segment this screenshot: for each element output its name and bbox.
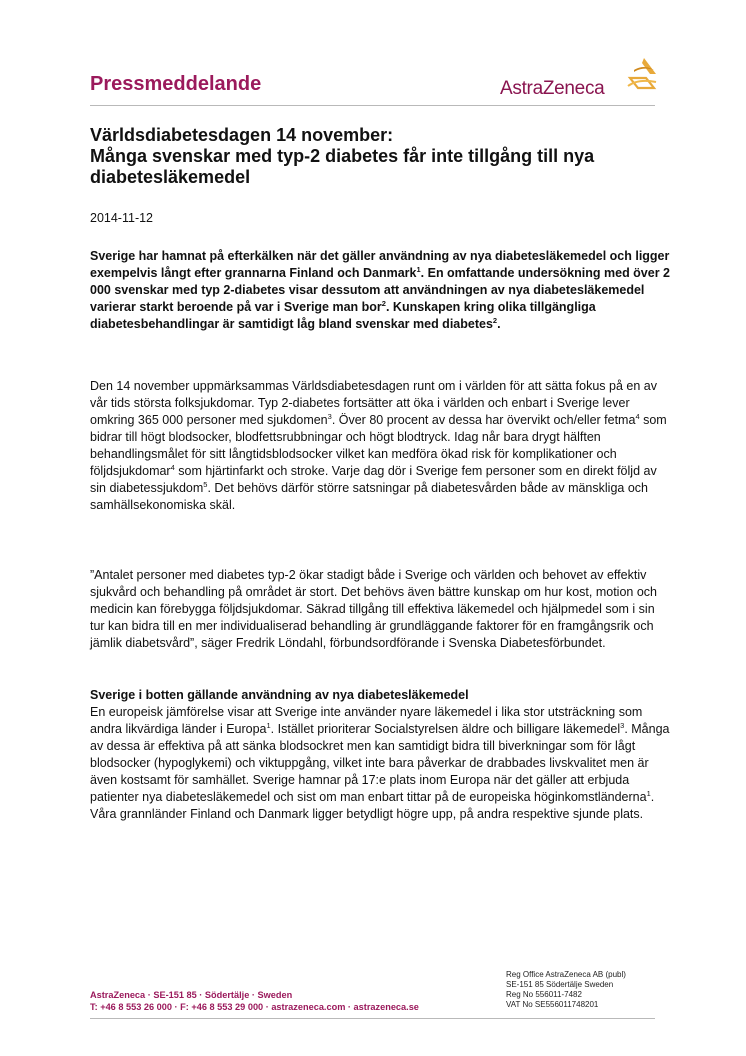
footer-address: AstraZeneca · SE-151 85 · Södertälje · Sweden [90,990,293,1000]
footnote-ref: 2 [381,298,386,308]
body-text: . Våra grannländer Finland och Danmark ligger betydligt högre upp, på andra respektive sjunde plats. [90,790,655,821]
reg-address: SE-151 85 Södertälje Sweden [506,980,614,989]
publish-date: 2014-11-12 [90,211,154,225]
quote-paragraph: ”Antalet personer med diabetes typ-2 ökar stadigt både i Sverige och världen och behovet av effektiv sjukvård och behandling på området är stort. Det behövs även bättre kunskap om hur kost, motion och medicin kan förebygga följdsjukdomar. Säkrad tillgång till effektiva läkemedel och hjälpmedel som i sin tur kan bidra till en mer individualiserad behandling är grundläggande faktorer för en framgångsrik och jämlik diabetsvård”, säger Fredrik Löndahl, förbundsordförande i Svenska Diabetesförbundet. [90,568,657,650]
title-line-1: Världsdiabetesdagen 14 november: [90,125,394,145]
body-paragraph-1 [90,378,670,514]
footer-registration [506,970,626,1010]
body-text: Den 14 november uppmärksammas Världsdiabetesdagen runt om i världen för att sätta fokus på en av vår tids största folksjukdomar. Typ 2-diabetes fortsätter att öka i världen och enbart i Sverige lever omkring 365 000 personer med sjukdomen [90,379,657,427]
footnote-ref: 4 [170,462,175,472]
press-release-label: Pressmeddelande [90,73,262,95]
footer-phone-web: T: +46 8 553 26 000 · F: +46 8 553 29 000 · astrazeneca.com · astrazeneca.se [90,1002,419,1012]
lead-text: Sverige har hamnat på efterkälken när det gäller användning av nya diabetesläkemedel och ligger exempelvis långt efter grannarna Finland och Danmark [90,249,670,280]
header-divider [90,105,655,106]
footnote-ref: 2 [492,315,498,325]
body-text: . Över 80 procent av dessa har övervikt och/eller fetma [331,413,636,427]
title-line-2: Många svenskar med typ-2 diabetes får inte tillgång till nya diabetesläkemedel [90,146,595,187]
footnote-ref: 3 [620,720,625,730]
body-text: som bidrar till högt blodsocker, blodfettsrubbningar och högt blodtryck. Idag når bara drygt hälften behandlingsmålet för sitt långtidsblodsocker vilket kan medföra ökad risk för komplikationer och följdsjukdomar [90,413,667,478]
footnote-ref: 3 [327,411,332,421]
body-text: En europeisk jämförelse visar att Sverige inte använder nyare läkemedel i lika stor utsträckning som andra likvärdiga länder i Europa [90,705,643,736]
lead-text: . Kunskapen kring olika tillgängliga diabetesbehandlingar är samtidigt låg bland svenskar med diabetes [90,300,596,331]
logo-text: AstraZeneca [500,78,605,99]
footnote-ref: 5 [203,479,208,489]
footnote-ref: 1 [646,788,651,798]
logo-mark-icon [624,56,660,90]
page-title [90,125,670,188]
reg-number: Reg No 556011-7482 [506,990,582,999]
reg-office: Reg Office AstraZeneca AB (publ) [506,970,626,979]
astrazeneca-logo [500,56,660,102]
footnote-ref: 1 [266,720,271,730]
body-text: . Istället prioriterar Socialstyrelsen äldre och billigare läkemedel [270,722,621,736]
footnote-ref: 4 [635,411,640,421]
section-paragraph [90,687,670,823]
footer-divider [90,1018,655,1019]
footnote-ref: 1 [416,264,421,274]
body-text: som hjärtinfarkt och stroke. Varje dag dör i Sverige fem personer som en direkt följd av sin diabetessjukdom [90,464,657,495]
body-text: . Det behövs därför större satsningar på diabetesvården både av mänskliga och samhällsekonomiska skäl. [90,481,648,512]
lead-text: . En omfattande undersökning med över 2 000 svenskar med typ 2-diabetes visar dessutom att användningen av nya diabetesläkemedel varierar starkt beroende på var i Sverige man bor [90,266,671,314]
vat-number: VAT No SE556011748201 [506,1000,599,1009]
body-text: . Många av dessa är effektiva på att sänka blodsockret men kan samtidigt bidra till biverkningar som för lågt blodsocker (hypoglykemi) och viktuppgång, vilket inte bara påverkar de drabbades livskvalitet men är även kostsamt för samhället. Sverige hamnar på 17:e plats inom Europa när det gäller att erbjuda patienter nya diabetesläkemedel och sist om man enbart tittar på de europeiska höginkomstländerna [90,722,670,804]
lead-text: . [497,317,501,331]
footer-contact [90,989,419,1013]
lead-paragraph [90,248,670,333]
section-heading: Sverige i botten gällande användning av nya diabetesläkemedel [90,688,469,702]
